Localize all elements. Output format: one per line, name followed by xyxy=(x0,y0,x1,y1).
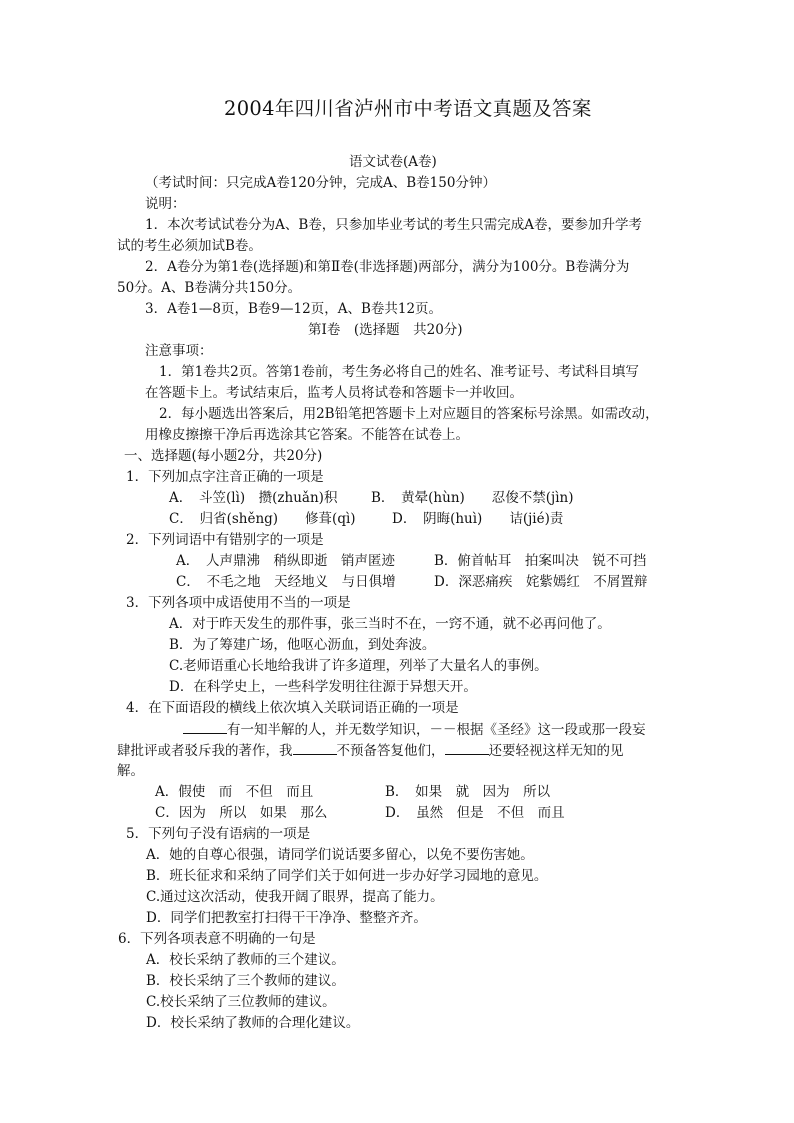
option: B． 黄晕(hùn) 忍俊不禁(jìn) xyxy=(371,490,574,506)
option: C．因为 所以 如果 那么 xyxy=(155,805,328,821)
question-stem: 6．下列各项表意不明确的一句是 xyxy=(118,931,316,947)
passage-line: 解。 xyxy=(117,763,144,779)
attention-line: 在答题卡上。考试结束后，监考人员将试卷和答题卡一并收回。 xyxy=(145,385,523,401)
notes-label: 说明： xyxy=(145,196,186,212)
option: A．对于昨天发生的那件事，张三当时不在，一窍不通，就不必再问他了。 xyxy=(169,616,611,632)
option: C． 不毛之地 天经地义 与日俱增 xyxy=(176,574,396,590)
question-stem: 2．下列词语中有错别字的一项是 xyxy=(126,532,324,548)
option: C． 归省(shěng) 修葺(qì) xyxy=(169,511,356,527)
passage-line xyxy=(183,719,646,740)
question-stem: 4．在下面语段的横线上依次填入关联词语正确的一项是 xyxy=(126,700,459,716)
option: D．同学们把教室打扫得干干净净、整整齐齐。 xyxy=(146,910,427,926)
passage-text: 还要轻视这样无知的见 xyxy=(488,743,624,759)
attention-line: 1．第1卷共2页。答第1卷前，考生务必将自己的姓名、准考证号、考试科目填写 xyxy=(159,364,639,380)
answer-blank xyxy=(183,719,227,734)
option: C.老师语重心长地给我讲了许多道理，列举了大量名人的事例。 xyxy=(169,658,548,674)
note-line: 50分。A、B卷满分共150分。 xyxy=(117,280,302,296)
exam-time: （考试时间：只完成A卷120分钟，完成A、B卷150分钟） xyxy=(145,175,496,191)
answer-blank xyxy=(445,740,489,755)
question-stem: 3．下列各项中成语使用不当的一项是 xyxy=(126,595,351,611)
question-stem: 1．下列加点字注音正确的一项是 xyxy=(126,469,324,485)
option: D． 虽然 但是 不但 而且 xyxy=(385,805,565,821)
option: D．深恶痛疾 姹紫嫣红 不屑置辩 xyxy=(434,574,648,590)
passage-text: 不预备答复他们， xyxy=(336,743,445,759)
option: C.通过这次活动，使我开阔了眼界，提高了能力。 xyxy=(146,889,444,905)
option: D．校长采纳了教师的合理化建议。 xyxy=(146,1015,360,1031)
option: D．在科学史上，一些科学发明往往源于异想天开。 xyxy=(169,679,477,695)
paper-name: 语文试卷(A卷) xyxy=(349,154,437,170)
question-stem: 5．下列句子没有语病的一项是 xyxy=(126,826,311,842)
passage-text: 有一知半解的人，并无数学知识，－－根据《圣经》这一段或那一段妄 xyxy=(227,722,646,738)
note-line: 试的考生必须加试B卷。 xyxy=(117,238,262,254)
attention-label: 注意事项： xyxy=(145,343,213,359)
option: A． 斗笠(lì) 攒(zhuǎn)积 xyxy=(169,490,338,506)
document-title: 2004年四川省泸州市中考语文真题及答案 xyxy=(224,97,592,120)
option: B． 如果 就 因为 所以 xyxy=(385,784,551,800)
section-heading: 一、选择题(每小题2分，共20分) xyxy=(124,448,323,464)
option: A．假使 而 不但 而且 xyxy=(155,784,314,800)
option: D． 阴晦(huì) 诘(jié)责 xyxy=(392,511,564,527)
attention-line: 2．每小题选出答案后，用2B铅笔把答题卡上对应题目的答案标号涂黑。如需改动， xyxy=(159,406,659,422)
option: B．校长采纳了三个教师的建议。 xyxy=(146,973,345,989)
volume-heading: 第Ⅰ卷 (选择题 共20分) xyxy=(308,322,463,338)
note-line: 3．A卷1—8页，B卷9—12页，A、B卷共12页。 xyxy=(145,301,443,317)
attention-line: 用橡皮擦擦干净后再选涂其它答案。不能答在试卷上。 xyxy=(145,427,469,443)
option: B．俯首帖耳 拍案叫决 锐不可挡 xyxy=(434,553,647,569)
option: C.校长采纳了三位教师的建议。 xyxy=(146,994,336,1010)
passage-line xyxy=(117,740,624,761)
option: A．校长采纳了教师的三个建议。 xyxy=(146,952,345,968)
answer-blank xyxy=(293,740,337,755)
option: B．班长征求和采纳了同学们关于如何进一步办好学习园地的意见。 xyxy=(146,868,548,884)
option: A．她的自尊心很强，请同学们说话要多留心，以免不要伤害她。 xyxy=(146,847,534,863)
passage-text: 肆批评或者驳斥我的著作，我 xyxy=(117,743,293,759)
option: A． 人声鼎沸 稍纵即逝 销声匿迹 xyxy=(176,553,395,569)
note-line: 1．本次考试试卷分为A、B卷，只参加毕业考试的考生只需完成A卷，要参加升学考 xyxy=(145,217,643,233)
option: B．为了筹建广场，他呕心沥血，到处奔波。 xyxy=(169,637,436,653)
note-line: 2．A卷分为第1卷(选择题)和第Ⅱ卷(非选择题)两部分，满分为100分。B卷满分为 xyxy=(145,259,630,275)
